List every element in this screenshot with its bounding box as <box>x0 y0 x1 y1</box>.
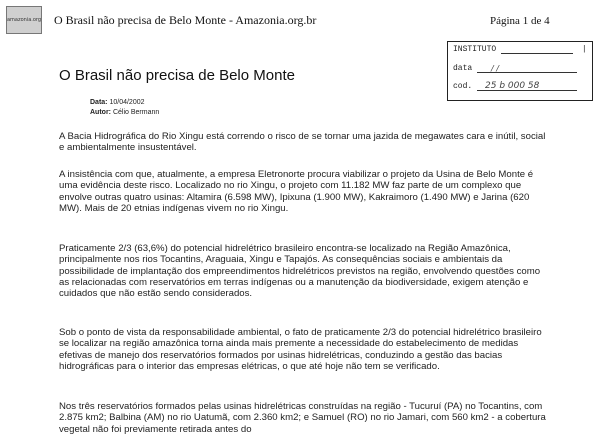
article-date <box>90 99 145 106</box>
date-value: 10/04/2002 <box>109 99 145 106</box>
stamp-code-value: 25 b 000 58 <box>485 81 540 91</box>
logo-text: amazonia.org <box>6 17 42 23</box>
stamp-institute-label: INSTITUTO <box>453 45 497 54</box>
page-header-title: O Brasil não precisa de Belo Monte - Amazonia.org.br <box>54 13 317 27</box>
paragraph-5: Nos três reservatórios formados pelas usinas hidrelétricas construídas na região - Tucuruí (PA) no Tocantins, com 2.875 km2; Balbina (AM) no rio Uatumã, com 2.360 km2; e Samuel (RO) no rio Jamari, com 560 km2 - a cobertura vegetal não foi previamente retirada antes do <box>59 401 546 435</box>
amazonia-logo <box>6 6 42 34</box>
stamp-row-date <box>453 64 577 73</box>
stamp-row-institute: INSTITUTO | <box>453 45 587 54</box>
date-label: Data: <box>90 99 108 106</box>
paragraph-4: Sob o ponto de vista da responsabilidade ambiental, o fato de praticamente 2/3 do potencial hidrelétrico brasileiro se localizar na região amazônica torna ainda mais premente a necessidade do estabelecimento de medidas efetivas de manejo dos reservatórios formados por usinas hidrelétricas, conduzindo a gestão das bacias hidrográficas para o interior das empresas elétricas, o que até hoje não tem se verificado. <box>59 327 542 372</box>
paragraph-1: A Bacia Hidrográfica do Rio Xingu está correndo o risco de se tornar uma jazida de megawates cara e inútil, social e ambientalmente insustentável. <box>59 131 546 154</box>
paragraph-3: Praticamente 2/3 (63,6%) do potencial hidrelétrico brasileiro encontra-se localizado na Região Amazônica, principalmente nos rios Tocantins, Araguaia, Xingu e Tapajós. As consequências sociais e ambientais da possibilidade de implantação dos empreendimentos hidrelétricos previstos na região, envolvendo questões como as relacionadas com reservatórios em terras indígenas ou a manutenção da biodiversidade, exigem atenção e cuidados que não estão sendo considerados. <box>59 243 541 300</box>
stamp-date-label: data <box>453 64 473 73</box>
stamp-date-value: / / <box>491 64 499 73</box>
stamp-field-line <box>501 45 573 54</box>
stamp-code-label: cod. <box>453 82 473 91</box>
stamp-row-code <box>453 82 577 91</box>
author-label: Autor: <box>90 109 111 116</box>
article-title: O Brasil não precisa de Belo Monte <box>59 67 295 84</box>
archive-stamp <box>447 41 593 101</box>
page-number: Página 1 de 4 <box>490 15 550 27</box>
article-author <box>90 109 159 116</box>
author-value: Célio Bermann <box>112 109 160 116</box>
paragraph-2: A insistência com que, atualmente, a empresa Eletronorte procura viabilizar o projeto da Usina de Belo Monte é uma evidência deste risco. Localizado no rio Xingu, o projeto com 11.182 MW faz parte de um complexo que envolve outras quatro usinas: Altamira (6.598 MW), Ipixuna (1.900 MW), Kakraimoro (1.490 MW) e Jarina (620 MW). Mais de 20 etnias indígenas vivem no rio Xingu. <box>59 169 534 214</box>
